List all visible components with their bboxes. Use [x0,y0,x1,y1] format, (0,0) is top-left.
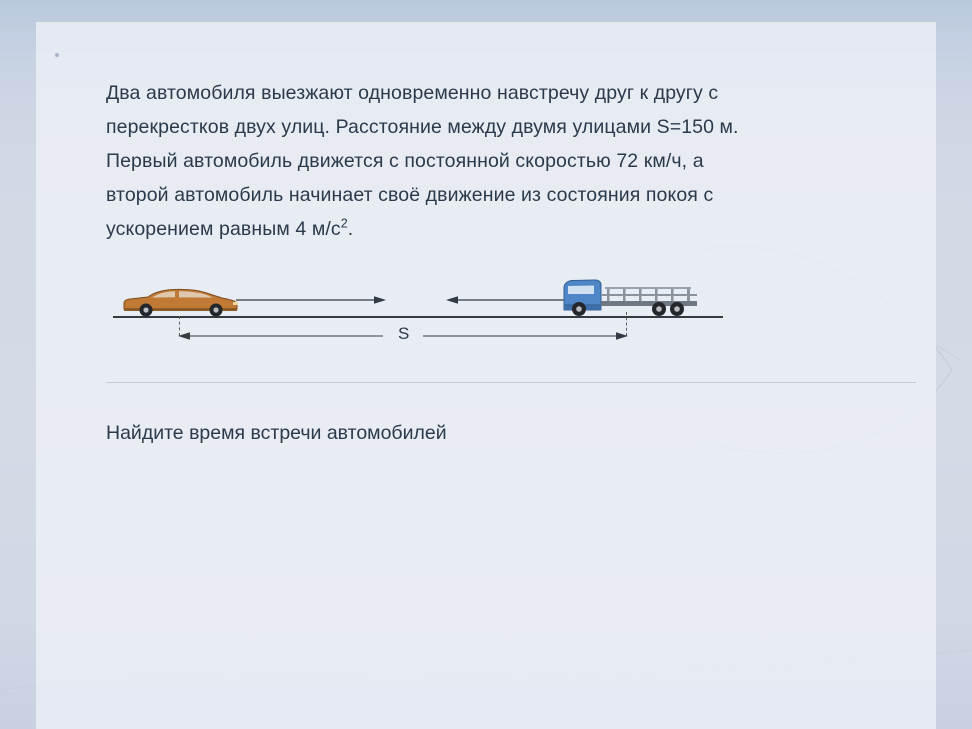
section-divider [106,382,916,383]
problem-statement [106,76,946,246]
statement-line-5: ускорением равным 4 м/с [106,218,341,240]
car-velocity-arrow [236,294,386,306]
content-card [36,22,936,729]
car-icon [118,284,243,318]
statement-tail: . [347,218,354,240]
truck-velocity-arrow [446,294,566,306]
statement-line-3: Первый автомобиль движется с постоянной скоростью 72 км/ч, а [106,150,704,172]
truck-icon [561,274,701,318]
statement-superscript: 2 [340,216,348,231]
statement-line-4: второй автомобиль начинает своё движение из состояния покоя с [106,184,714,206]
physics-diagram [106,270,731,350]
corner-dot-icon [55,53,59,57]
statement-line-2: перекрестков двух улиц. Расстояние между двумя улицами S=150 м. [106,116,739,138]
statement-line-1: Два автомобиля выезжают одновременно навстречу друг к другу с [106,82,719,104]
question-text: Найдите время встречи автомобилей [106,422,447,444]
distance-label: S [398,324,410,343]
